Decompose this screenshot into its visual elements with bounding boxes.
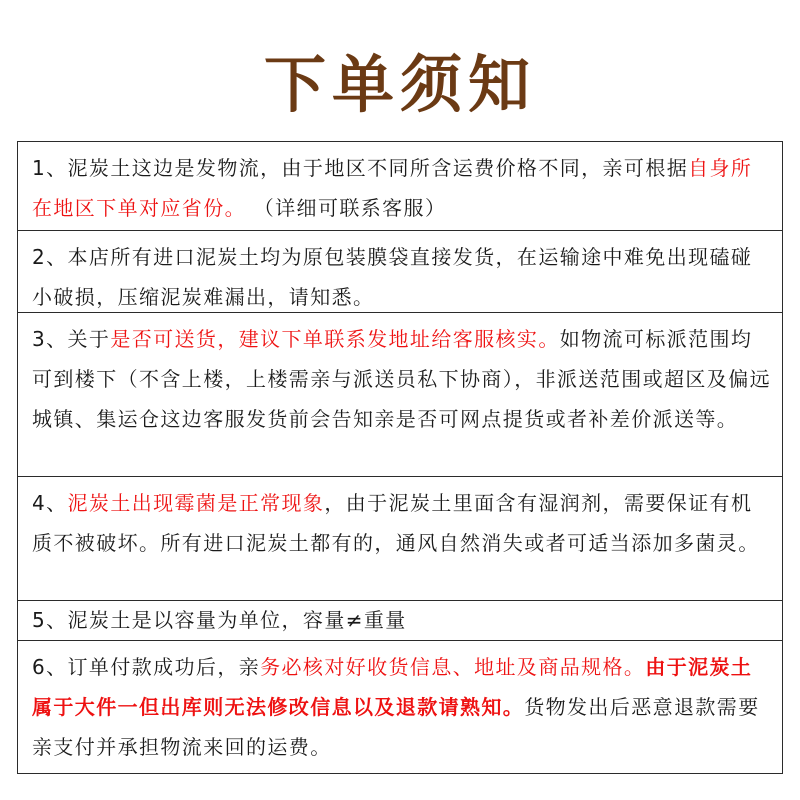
page-title: 下单须知 (263, 48, 536, 121)
notice-text: 2、本店所有进口泥炭土均为原包装膜袋直接发货，在运输途中难免出现磕碰小破损，压缩泥炭难漏出，请知悉。 (32, 245, 753, 309)
notice-text: 货物发出后恶意退款需要亲支付并承担物流来回的运费。 (32, 695, 760, 759)
notice-item-3 (18, 313, 782, 477)
notice-item-1 (18, 142, 782, 231)
notice-highlight: 自身所在地区下单对应省份。 (32, 156, 753, 220)
notice-item-2 (18, 231, 782, 313)
notice-text: 6、订单付款成功后，亲 (32, 655, 261, 679)
notice-highlight: 是否可送货，建议下单联系发地址给客服核实。 (110, 327, 560, 351)
notice-table (17, 141, 783, 774)
notice-text: 5、泥炭土是以容量为单位，容量≠重量 (32, 608, 407, 632)
notice-text: 4、 (32, 491, 68, 515)
notice-text: （详细可联系客服） (246, 196, 447, 220)
notice-item-5 (18, 601, 782, 641)
notice-text: 1、泥炭土这边是发物流，由于地区不同所含运费价格不同，亲可根据 (32, 156, 689, 180)
notice-text: ，由于泥炭土里面含有湿润剂，需要保证有机质不被破坏。所有进口泥炭土都有的，通风自然消失或者可适当添加多菌灵。 (32, 491, 760, 555)
notice-item-4 (18, 477, 782, 601)
notice-highlight: 泥炭土出现霉菌是正常现象 (67, 491, 325, 515)
notice-text: 3、关于 (32, 327, 111, 351)
notice-highlight: 务必核对好收货信息、地址及商品规格。 (260, 655, 646, 679)
notice-text: 如物流可标派范围均可到楼下（不含上楼，上楼需亲与派送员私下协商），非派送范围或超区及偏远城镇、集运仓这边客服发货前会告知亲是否可网点提货或者补差价派送等。 (32, 327, 771, 431)
notice-warning: 由于泥炭土属于大件一但出库则无法修改信息以及退款请熟知。 (32, 655, 753, 719)
notice-item-6 (18, 641, 782, 773)
